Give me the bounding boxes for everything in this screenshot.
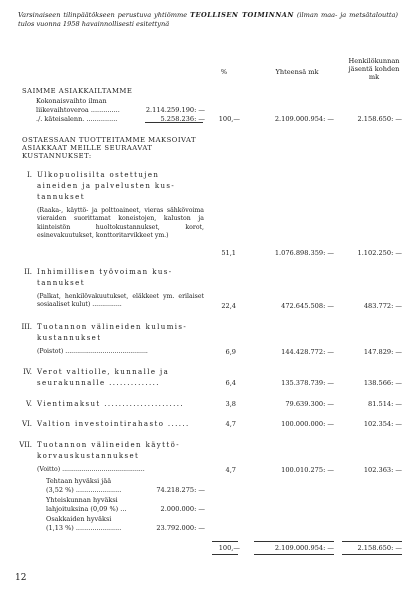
final-total-underline (254, 554, 334, 555)
item-v-numeral: V. (25, 400, 32, 408)
col-per-member-line2: jäsentä kohden (348, 65, 400, 73)
item-ii-heading-line2: tannukset (37, 279, 85, 287)
ostaessaan-line3: KUSTANNUKSET: (22, 152, 92, 160)
item-ii-total: 472.645.508: — (281, 302, 334, 310)
final-per: 2.158.650: — (357, 544, 402, 552)
item-iv-pct: 6,4 (225, 379, 236, 387)
saimme-per: 2.158.650: — (357, 115, 402, 123)
item-vii-pct: 4,7 (225, 466, 236, 474)
item-iii-description: (Poistot) .......................................... (37, 348, 148, 355)
item-vii-sub2-line1: Yhteiskunnan hyväksi (46, 496, 118, 504)
item-iii-numeral: III. (21, 323, 32, 331)
item-vii-sub3-value: 23.792.000: — (156, 524, 205, 532)
item-iv-heading-line1: Verot valtiolle, kunnalle ja (37, 368, 170, 376)
final-per-underline (342, 554, 402, 555)
col-per-member-line3: mk (368, 73, 380, 81)
item-vii-total: 100.010.275: — (281, 466, 334, 474)
item-vi-per: 102.354: — (363, 420, 402, 428)
item-vi-heading: Valtion investointirahasto ...... (37, 420, 190, 428)
final-total-rule (254, 541, 334, 542)
intro-company: TEOLLISEN TOIMINNAN (190, 11, 294, 19)
col-per-member-line1: Henkilökunnan (348, 57, 400, 65)
item-vii-per: 102.363: — (363, 466, 402, 474)
item-i-description: (Raaka-, käyttö- ja polttoaineet, vieras sähkövoima vieraiden suorittamat koneistojen, kaluston ja kiinteistön huoltokustannukset, korot, esinevakuutukset, konttoritarvikkeet ym.) (37, 207, 204, 239)
item-iii-heading-line2: kustannukset (37, 334, 102, 342)
item-iii-heading-line1: Tuotannon välineiden kulumis- (37, 323, 188, 331)
final-pct-rule (212, 541, 238, 542)
item-ii-heading-line1: Inhimillisen työvoiman kus- (37, 268, 173, 276)
item-iii-per: 147.829: — (363, 348, 402, 356)
item-ii-numeral: II. (24, 268, 32, 276)
item-vii-sub1-line1: Tehtaan hyväksi jää (46, 477, 112, 485)
item-vi-total: 100.000.000: — (281, 420, 334, 428)
item-vii-sub2-line2: lahjoituksina (0,09 %) ... (46, 505, 127, 513)
col-pct-header: % (220, 68, 228, 76)
item-i-total: 1.076.898.359: — (274, 249, 334, 257)
item-vii-numeral: VII. (19, 441, 32, 449)
saimme-pct: 100,— (218, 115, 240, 123)
saimme-line2-value: 2.114.259.190: — (145, 106, 205, 114)
item-i-heading-line2: aineiden ja palvelusten kus- (37, 182, 176, 190)
col-total-header: Yhteensä mk (275, 68, 319, 76)
saimme-total: 2.109.000.954: — (274, 115, 334, 123)
item-vii-description: (Voitto) .......................................... (37, 466, 145, 473)
item-v-heading: Vientimaksut ...................... (37, 400, 185, 408)
ostaessaan-line1: OSTAESSAAN TUOTTEITAMME MAKSOIVAT (22, 136, 197, 144)
saimme-subtotal-rule (145, 122, 203, 123)
saimme-line2: liikevaihtoveroa .............. (36, 106, 120, 114)
item-vii-sub1-line2: (3,52 %) ...................... (46, 486, 122, 494)
item-iv-numeral: IV. (23, 368, 32, 376)
item-vii-heading-line1: Tuotannon välineiden käyttö- (37, 441, 180, 449)
item-iii-total: 144.428.772: — (281, 348, 334, 356)
item-vii-sub2-value: 2.000.000: — (160, 505, 205, 513)
item-i-numeral: I. (27, 171, 32, 179)
intro-pre: Varsinaiseen tilinpäätökseen perustuva yhtiömme (18, 11, 188, 19)
item-vii-sub3-line2: (1,13 %) ...................... (46, 524, 122, 532)
saimme-line1: Kokonaisvaihto ilman (36, 97, 107, 105)
intro-post: (ilman maa- ja metsätaloutta) tulos vuonna 1958 havainnollisesti esitettynä (18, 11, 398, 28)
item-iii-pct: 6,9 (225, 348, 236, 356)
item-ii-per: 483.772: — (363, 302, 402, 310)
item-ii-pct: 22,4 (221, 302, 236, 310)
final-pct: 100,— (218, 544, 240, 552)
saimme-line3: ./. käteisalenn. ............... (36, 115, 118, 123)
saimme-line3-value: 5.258.236: — (160, 115, 205, 123)
item-i-pct: 51,1 (221, 249, 236, 257)
col-per-member-header (338, 57, 410, 81)
item-vii-sub1-value: 74.218.275: — (156, 486, 205, 494)
item-i-per: 1.102.250: — (357, 249, 402, 257)
ostaessaan-line2: ASIAKKAAT MEILLE SEURAAVAT (22, 144, 153, 152)
item-vi-pct: 4,7 (225, 420, 236, 428)
item-ii-description: (Palkat, henkilövakuutukset, eläkkeet ym. erilaiset sosiaaliset kulut) ............... (37, 293, 204, 309)
item-iv-heading-line2: seurakunnalle .............. (37, 379, 160, 387)
item-v-pct: 3,8 (225, 400, 236, 408)
item-vii-heading-line2: korvauskustannukset (37, 452, 140, 460)
item-i-heading-line1: Ulkopuolisilta ostettujen (37, 171, 160, 179)
intro-text (18, 11, 398, 29)
item-vi-numeral: VI. (21, 420, 32, 428)
item-vii-sub3-line1: Osakkaiden hyväksi (46, 515, 112, 523)
final-pct-underline (212, 554, 238, 555)
item-i-heading-line3: tannukset (37, 193, 85, 201)
final-per-rule (342, 541, 402, 542)
item-iv-total: 135.378.739: — (281, 379, 334, 387)
item-v-total: 79.639.300: — (285, 400, 334, 408)
item-v-per: 81.514: — (368, 400, 402, 408)
item-iv-per: 138.566: — (363, 379, 402, 387)
page-number: 12 (15, 573, 27, 583)
final-total: 2.109.000.954: — (274, 544, 334, 552)
saimme-title: SAIMME ASIAKKAILTAMME (22, 87, 133, 95)
